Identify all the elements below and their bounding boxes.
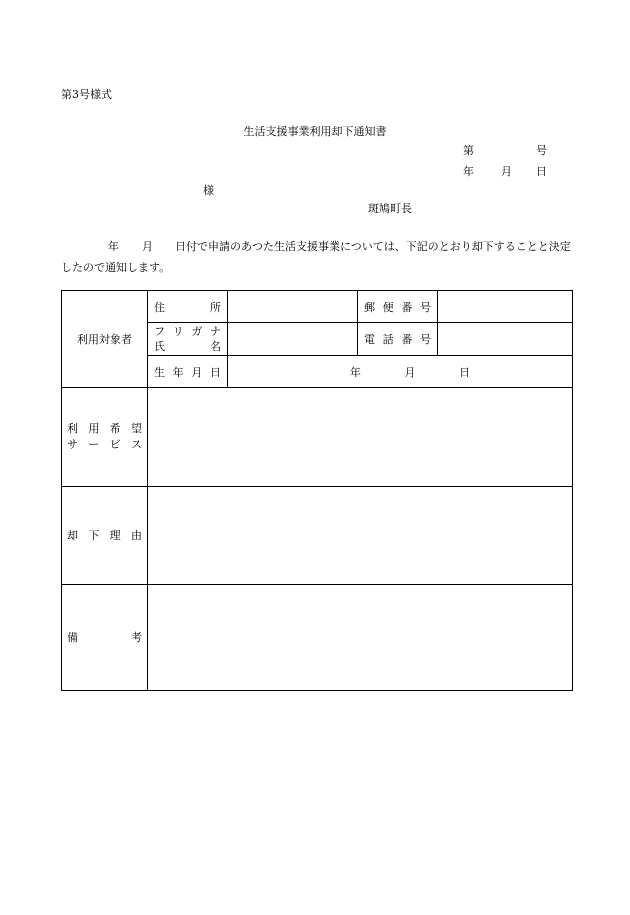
- phone-label: 電 話 番 号: [358, 323, 438, 356]
- document-number-prefix: 第: [463, 144, 474, 157]
- dob-day: 日: [459, 365, 471, 379]
- body-text: 日付で申請のあつた生活支援事業については、下記のとおり却下することと決定したので通知します。: [61, 240, 571, 274]
- date-month: 月: [501, 165, 512, 178]
- date-year: 年: [463, 165, 474, 178]
- dob-month: 月: [404, 365, 416, 379]
- body-month: 月: [142, 240, 153, 253]
- address-label: 住 所: [148, 291, 228, 323]
- dob-label: 生 年 月 日: [148, 356, 228, 388]
- address-field[interactable]: [228, 291, 358, 323]
- dob-field[interactable]: [228, 356, 573, 388]
- name-field[interactable]: [228, 323, 358, 356]
- reason-label: 却 下 理 由: [62, 487, 148, 585]
- service-field[interactable]: [148, 388, 573, 487]
- document-title: 生活支援事業利用却下通知書: [243, 125, 387, 138]
- addressee-suffix: 様: [203, 184, 214, 197]
- remarks-label: 備 考: [62, 585, 148, 691]
- name-label: フ リ ガ ナ 氏 名: [148, 323, 228, 356]
- remarks-field[interactable]: [148, 585, 573, 691]
- user-label: 利用対象者: [62, 291, 148, 388]
- postal-field[interactable]: [438, 291, 573, 323]
- reason-field[interactable]: [148, 487, 573, 585]
- date-day: 日: [536, 165, 547, 178]
- notice-table: [61, 290, 573, 691]
- sender: 斑鳩町長: [368, 202, 412, 215]
- form-number: 第3号様式: [61, 88, 112, 101]
- body-year: 年: [108, 240, 119, 253]
- body-paragraph: [61, 236, 573, 278]
- dob-year: 年: [349, 365, 361, 379]
- document-number-suffix: 号: [536, 144, 547, 157]
- phone-field[interactable]: [438, 323, 573, 356]
- postal-label: 郵 便 番 号: [358, 291, 438, 323]
- service-label: 利 用 希 望 サ ー ビ ス: [62, 388, 148, 487]
